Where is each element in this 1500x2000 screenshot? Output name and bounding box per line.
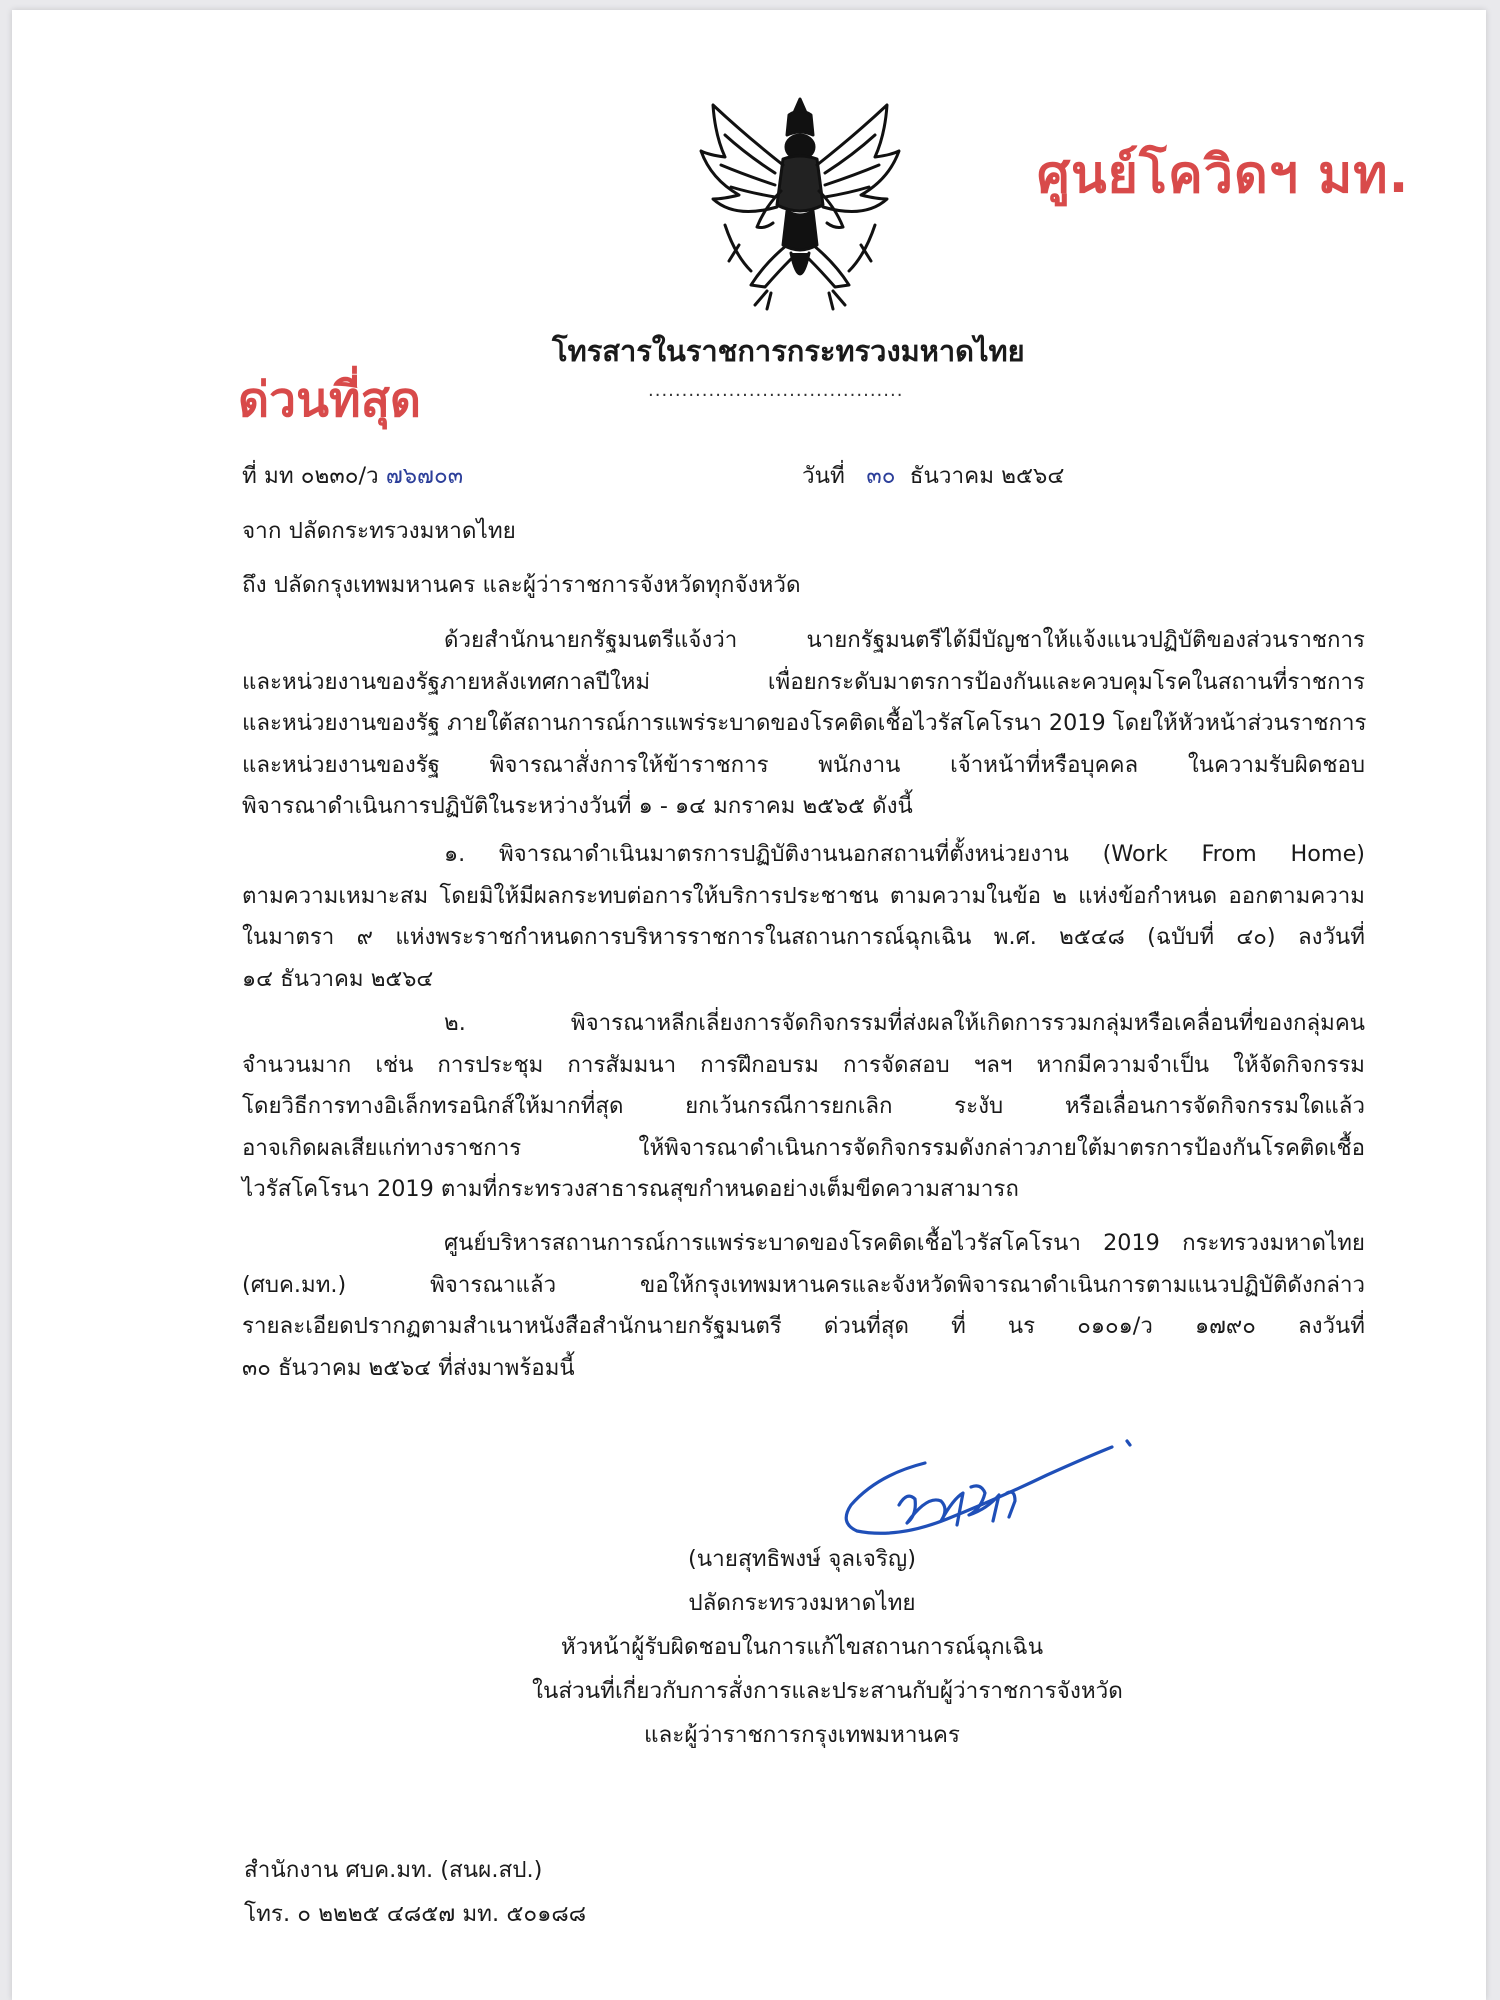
paragraph-line: และหน่วยงานของรัฐภายหลังเทศกาลปีใหม่ เพื่อยกระดับมาตรการป้องกันและควบคุมโรคในสถานที่ราชการ xyxy=(242,668,1365,695)
signature-block xyxy=(532,1537,1123,1757)
date-label: วันที่ xyxy=(802,463,845,489)
paragraph-line: ไวรัสโคโรนา 2019 ตามที่กระทรวงสาธารณสุขกำหนดอย่างเต็มขีดความสามารถ xyxy=(242,1176,1019,1202)
paragraph-line: ๑. พิจารณาดำเนินมาตรการปฏิบัติงานนอกสถานที่ตั้งหน่วยงาน (Work From Home) xyxy=(444,841,1365,867)
paragraph-line: และหน่วยงานของรัฐ ภายใต้สถานการณ์การแพร่ระบาดของโรคติดเชื้อไวรัสโคโรนา 2019 โดยให้หัวหน้าส่วนราชการ xyxy=(242,710,1367,736)
paragraph-line: ศูนย์บริหารสถานการณ์การแพร่ระบาดของโรคติดเชื้อไวรัสโคโรนา 2019 กระทรวงมหาดไทย xyxy=(444,1230,1365,1256)
to-line: ถึง ปลัดกรุงเทพมหานคร และผู้ว่าราชการจังหวัดทุกจังหวัด xyxy=(242,572,801,598)
footer-phone: โทร. ๐ ๒๒๒๕ ๔๘๕๗ มท. ๕๐๑๘๘ xyxy=(244,1901,587,1927)
paragraph-line: ๑๔ ธันวาคม ๒๕๖๔ xyxy=(242,965,434,992)
signer-role: หัวหน้าผู้รับผิดชอบในการแก้ไขสถานการณ์ฉุกเฉิน xyxy=(560,1634,1044,1660)
document-date xyxy=(802,457,1064,493)
handwritten-signature xyxy=(837,1435,1137,1545)
paragraph-item-2 xyxy=(242,1003,1365,1211)
reference-handwritten-number: ๗๖๗๐๓ xyxy=(385,463,464,489)
footer-office: สำนักงาน ศบค.มท. (สนผ.สป.) xyxy=(244,1857,543,1883)
paragraph-line: และหน่วยงานของรัฐ พิจารณาสั่งการให้ข้าราชการ พนักงาน เจ้าหน้าที่หรือบุคคล ในความรับผิดชอบ xyxy=(242,751,1365,778)
signer-title: ปลัดกระทรวงมหาดไทย xyxy=(688,1590,916,1616)
signer-name: (นายสุทธิพงษ์ จุลเจริญ) xyxy=(688,1546,916,1572)
date-day: ๓๐ xyxy=(866,463,896,489)
reference-prefix: ที่ มท ๐๒๓๐/ว xyxy=(242,463,379,489)
paragraph-line: ในมาตรา ๙ แห่งพระราชกำหนดการบริหารราชการในสถานการณ์ฉุกเฉิน พ.ศ. ๒๕๔๘ (ฉบับที่ ๔๐) ลงวันที่ xyxy=(242,924,1365,950)
paragraph-conclusion xyxy=(242,1223,1365,1389)
paragraph-line: อาจเกิดผลเสียแก่ทางราชการ ให้พิจารณาดำเนินการจัดกิจกรรมดังกล่าวภายใต้มาตรการป้องกันโรคติดเชื้อ xyxy=(242,1134,1365,1161)
title-dotted-line: ...................................... xyxy=(648,380,904,401)
from-line: จาก ปลัดกระทรวงมหาดไทย xyxy=(242,518,516,544)
covid-center-stamp: ศูนย์โควิดฯ มท. xyxy=(1037,145,1410,205)
signer-role-detail: ในส่วนที่เกี่ยวกับการสั่งการและประสานกับผู้ว่าราชการจังหวัด xyxy=(532,1678,1123,1704)
garuda-emblem-icon xyxy=(695,95,905,315)
document-page xyxy=(12,10,1486,2000)
signer-role-detail-2: และผู้ว่าราชการกรุงเทพมหานคร xyxy=(643,1722,961,1748)
paragraph-line: (ศบค.มท.) พิจารณาแล้ว ขอให้กรุงเทพมหานครและจังหวัดพิจารณาดำเนินการตามแนวปฏิบัติดังกล่าว xyxy=(242,1271,1365,1298)
paragraph-intro xyxy=(242,620,1365,828)
date-month-year: ธันวาคม ๒๕๖๔ xyxy=(909,463,1065,489)
document-type-title: โทรสารในราชการกระทรวงมหาดไทย xyxy=(552,334,1025,368)
reference-number xyxy=(242,457,463,493)
paragraph-line: ด้วยสำนักนายกรัฐมนตรีแจ้งว่า นายกรัฐมนตรีได้มีบัญชาให้แจ้งแนวปฏิบัติของส่วนราชการ xyxy=(444,627,1365,653)
paragraph-line: จำนวนมาก เช่น การประชุม การสัมมนา การฝึกอบรม การจัดสอบ ฯลฯ หากมีความจำเป็น ให้จัดกิจกรรม xyxy=(242,1051,1365,1078)
urgent-stamp: ด่วนที่สุด xyxy=(238,372,422,428)
footer-contact xyxy=(244,1848,586,1936)
paragraph-line: พิจารณาดำเนินการปฏิบัติในระหว่างวันที่ ๑ - ๑๔ มกราคม ๒๕๖๕ ดังนี้ xyxy=(242,793,913,819)
paragraph-line: โดยวิธีการทางอิเล็กทรอนิกส์ให้มากที่สุด ยกเว้นกรณีการยกเลิก ระงับ หรือเลื่อนการจัดกิจกรรมใดแล้ว xyxy=(242,1093,1365,1119)
paragraph-line: ๓๐ ธันวาคม ๒๕๖๔ ที่ส่งมาพร้อมนี้ xyxy=(242,1354,575,1381)
paragraph-item-1 xyxy=(242,834,1365,1000)
paragraph-line: ตามความเหมาะสม โดยมิให้มีผลกระทบต่อการให้บริการประชาชน ตามความในข้อ ๒ แห่งข้อกำหนด ออกตามความ xyxy=(242,882,1365,909)
paragraph-line: ๒. พิจารณาหลีกเลี่ยงการจัดกิจกรรมที่ส่งผลให้เกิดการรวมกลุ่มหรือเคลื่อนที่ของกลุ่มคน xyxy=(444,1010,1365,1036)
paragraph-line: รายละเอียดปรากฏตามสำเนาหนังสือสำนักนายกรัฐมนตรี ด่วนที่สุด ที่ นร ๐๑๐๑/ว ๑๗๙๐ ลงวันที่ xyxy=(242,1313,1365,1339)
